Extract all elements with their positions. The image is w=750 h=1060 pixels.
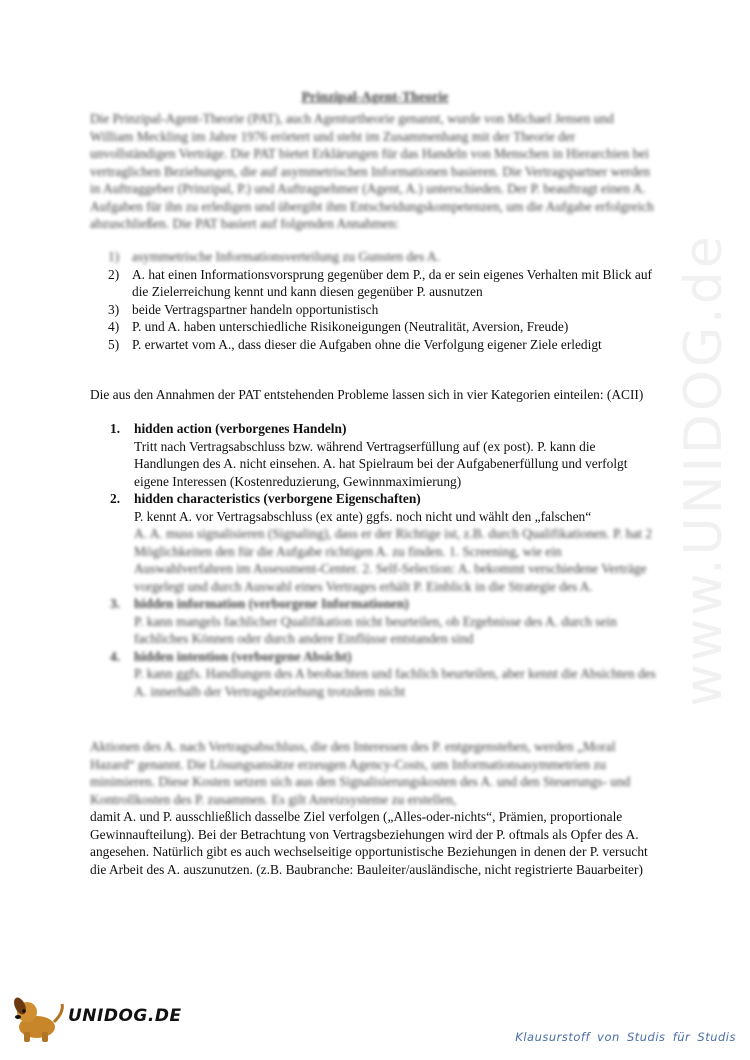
list-text: P. und A. haben unterschiedliche Risikoneigungen (Neutralität, Aversion, Freude)	[132, 319, 569, 334]
category-body-blurred: A. A. muss signalisieren (Signaling), dass er der Richtige ist, z.B. durch Qualifikationen. P. hat 2 Möglichkeiten den für die Aufgabe richtigen A. zu finden. 1. Screening, wie ein Auswahlverfahren im Assessment-Center. 2. Self-Selection: A. bekommt verschiedene Verträge vorgelegt und durch Auswahl eines Vertrages erhält P. Einblick in die Strategie des A.	[134, 526, 653, 594]
assumptions-list	[108, 248, 653, 353]
list-text: beide Vertragspartner handeln opportunistisch	[132, 301, 379, 317]
list-item	[108, 318, 653, 336]
category-item	[110, 595, 660, 648]
category-heading: hidden intention (verborgene Absicht)	[134, 648, 352, 664]
category-item	[110, 648, 660, 701]
category-body: P. kann mangels fachlicher Qualifikation nicht beurteilen, ob Ergebnisse des A. durch sein fachliches Können oder durch andere Einflüsse entstanden sind	[134, 613, 617, 646]
footer-tagline: Klausurstoff von Studis für Studis	[515, 1030, 736, 1044]
category-item	[110, 490, 660, 595]
categories-list	[110, 420, 660, 700]
category-number: 1.	[110, 421, 121, 436]
logo-text: UNIDOG.DE	[68, 1006, 182, 1026]
list-number: 4)	[108, 319, 120, 334]
watermark: www.UNIDOG.de	[674, 233, 734, 707]
category-body: P. kann ggfs. Handlungen des A beobachten und fachlich beurteilen, aber kennt die Absichten des A. innerhalb der Vertragsbeziehung trotzdem nicht	[134, 666, 656, 699]
category-number: 2.	[110, 491, 121, 506]
page-title: Prinzipal-Agent-Theorie	[301, 90, 449, 105]
closing-paragraph	[90, 738, 660, 878]
category-body-visible: P. kennt A. vor Vertragsabschluss (ex ante) ggfs. noch nicht und wählt den „falschen“	[134, 508, 592, 524]
list-item	[108, 266, 653, 301]
intro-paragraph: Die Prinzipal-Agent-Theorie (PAT), auch Agenturtheorie genannt, wurde von Michael Jensen und William Meckling im Jahre 1976 erörtert und steht im Zusammenhang mit der Theorie der unvollständigen Verträge. Die PAT bietet Erklärungen für das Handeln von Menschen in Hierarchien bei vertraglichen Beziehungen, die auf asymmetrischen Informationen basieren. Die Vertragspartner werden in Auftraggeber (Prinzipal, P.) und Auftragnehmer (Agent, A.) unterschieden. Der P. beauftragt einen A. Aufgaben für ihn zu erledigen und übergibt ihm Entscheidungskompetenzen, um die Aufgabe erfolgreich abzuschließen. Die PAT basiert auf folgenden Annahmen:	[90, 111, 654, 231]
category-number: 4.	[110, 648, 121, 664]
category-item	[110, 420, 660, 490]
unidog-logo[interactable]	[10, 994, 182, 1044]
list-item	[108, 248, 653, 266]
list-item	[108, 301, 653, 319]
closing-blurred: Aktionen des A. nach Vertragsabschluss, die den Interessen des P. entgegenstehen, werden „Moral Hazard“ genannt. Die Lösungsansätze erzeugen Agency-Costs, um Informationsasymmetrien zu minimieren. Diese Kosten setzen sich aus den Signalisierungskosten des A. und den Steuerungs- und Kontrollkosten des P. zusammen. Es gilt Anreizsysteme zu erstellen,	[90, 739, 631, 807]
category-body: Tritt nach Vertragsabschluss bzw. während Vertragserfüllung auf (ex post). P. kann die Handlungen des A. nicht einsehen. A. hat Spielraum bei der Aufgabenerfüllung und verfolgt eigene Interessen (Kostenreduzierung, Gewinnmaximierung)	[134, 438, 628, 489]
list-number: 3)	[108, 301, 120, 317]
category-heading: hidden characteristics (verborgene Eigenschaften)	[134, 491, 421, 506]
footer	[0, 990, 750, 1060]
category-number: 3.	[110, 596, 121, 611]
list-text: A. hat einen Informationsvorsprung gegenüber dem P., da er sein eigenes Verhalten mit Blick auf die Zielerreichung kennt und kann diesen gegenüber P. ausnutzen	[132, 266, 652, 299]
list-item	[108, 336, 653, 354]
list-number: 1)	[108, 249, 120, 264]
problems-intro: Die aus den Annahmen der PAT entstehenden Probleme lassen sich in vier Kategorien einteilen: (ACII)	[90, 387, 644, 402]
list-number: 5)	[108, 336, 120, 352]
category-heading: hidden action (verborgenes Handeln)	[134, 421, 347, 436]
list-text: asymmetrische Informationsverteilung zu Gunsten des A.	[132, 249, 440, 264]
category-heading: hidden information (verborgene Informationen)	[134, 596, 409, 611]
list-number: 2)	[108, 266, 120, 282]
list-text: P. erwartet vom A., dass dieser die Aufgaben ohne die Verfolgung eigener Ziele erledigt	[132, 336, 602, 352]
dog-icon	[10, 994, 70, 1044]
closing-visible: damit A. und P. ausschließlich dasselbe Ziel verfolgen („Alles-oder-nichts“, Prämien, proportionale Gewinnaufteilung). Bei der Betrachtung von Vertragsbeziehungen wird der P. oftmals als Opfer des A. angesehen. Natürlich gibt es auch wechselseitige opportunistische Beziehungen in denen der P. versucht die Arbeit des A. auszunutzen. (z.B. Baubranche: Bauleiter/ausländische, nicht registrierte Bauarbeiter)	[90, 809, 648, 877]
